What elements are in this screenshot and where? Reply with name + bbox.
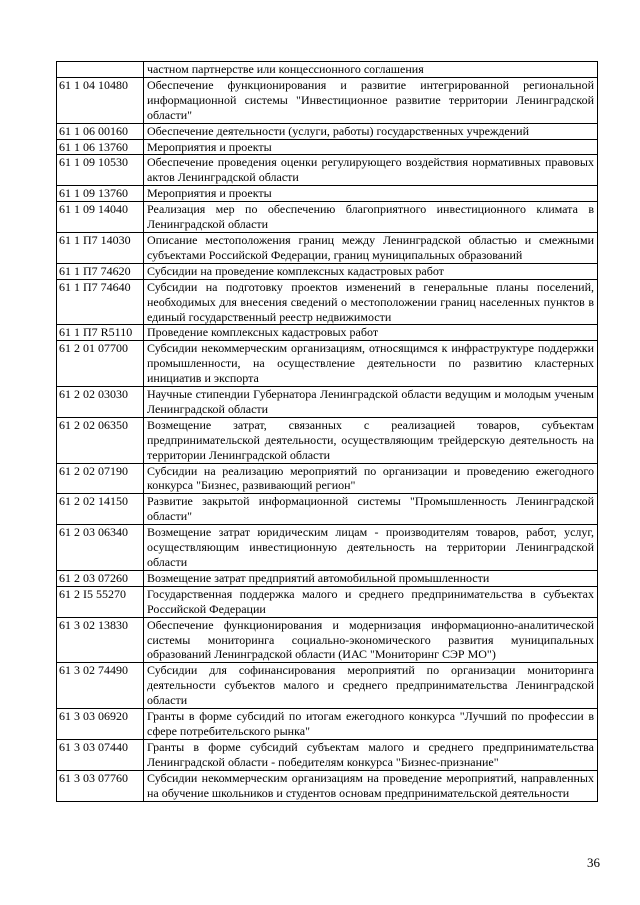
budget-code-cell: 61 2 02 06350 — [57, 417, 144, 463]
budget-code-cell: 61 2 02 07190 — [57, 463, 144, 494]
description-cell: Возмещение затрат, связанных с реализацией товаров, субъектам предпринимательской деятельности, осуществляющим трейдерскую деятельность на территории Ленинградской области — [144, 417, 598, 463]
description-cell: Обеспечение функционирования и модернизация информационно-аналитической системы мониторинга социально-экономического развития муниципальных образований Ленинградской области (ИАС "Мониторинг СЭР МО") — [144, 617, 598, 663]
table-row — [57, 279, 598, 325]
description-cell: частном партнерстве или концессионного соглашения — [144, 62, 598, 78]
budget-code-cell: 61 1 П7 74620 — [57, 263, 144, 279]
budget-code-cell: 61 2 03 06340 — [57, 525, 144, 571]
table-row — [57, 155, 598, 186]
description-cell: Обеспечение проведения оценки регулирующего воздействия нормативных правовых актов Ленинградской области — [144, 155, 598, 186]
budget-code-cell — [57, 62, 144, 78]
table-row — [57, 341, 598, 387]
budget-code-table — [56, 61, 598, 802]
budget-code-cell: 61 1 П7 74640 — [57, 279, 144, 325]
table-row — [57, 586, 598, 617]
table-row — [57, 202, 598, 233]
description-cell: Проведение комплексных кадастровых работ — [144, 325, 598, 341]
table-row — [57, 325, 598, 341]
description-cell: Субсидии для софинансирования мероприятий по организации мониторинга деятельности субъектов малого и среднего предпринимательства Ленинградской области — [144, 663, 598, 709]
table-row — [57, 77, 598, 123]
budget-code-cell: 61 3 02 74490 — [57, 663, 144, 709]
budget-code-cell: 61 2 01 07700 — [57, 341, 144, 387]
description-cell: Мероприятия и проекты — [144, 139, 598, 155]
budget-code-cell: 61 2 02 03030 — [57, 387, 144, 418]
budget-code-cell: 61 1 П7 R5110 — [57, 325, 144, 341]
table-row — [57, 494, 598, 525]
budget-code-cell: 61 2 03 07260 — [57, 570, 144, 586]
table-row — [57, 263, 598, 279]
description-cell: Субсидии на реализацию мероприятий по организации и проведению ежегодного конкурса "Бизнес, развивающий регион" — [144, 463, 598, 494]
budget-code-cell: 61 1 09 13760 — [57, 186, 144, 202]
table-row — [57, 232, 598, 263]
description-cell: Субсидии на проведение комплексных кадастровых работ — [144, 263, 598, 279]
description-cell: Гранты в форме субсидий по итогам ежегодного конкурса "Лучший по профессии в сфере потребительского рынка" — [144, 709, 598, 740]
description-cell: Возмещение затрат юридическим лицам - производителям товаров, работ, услуг, осуществляющим инвестиционную деятельность на территории Ленинградской области — [144, 525, 598, 571]
budget-code-cell: 61 1 09 10530 — [57, 155, 144, 186]
description-cell: Государственная поддержка малого и среднего предпринимательства в субъектах Российской Федерации — [144, 586, 598, 617]
table-row — [57, 123, 598, 139]
table-row — [57, 739, 598, 770]
description-cell: Научные стипендии Губернатора Ленинградской области ведущим и молодым ученым Ленинградской области — [144, 387, 598, 418]
budget-code-cell: 61 2 I5 55270 — [57, 586, 144, 617]
page-number: 36 — [587, 855, 600, 870]
budget-code-cell: 61 3 03 06920 — [57, 709, 144, 740]
description-cell: Обеспечение деятельности (услуги, работы) государственных учреждений — [144, 123, 598, 139]
table-row — [57, 62, 598, 78]
table-row — [57, 617, 598, 663]
table-row — [57, 139, 598, 155]
budget-code-cell: 61 1 09 14040 — [57, 202, 144, 233]
description-cell: Обеспечение функционирования и развитие интегрированной региональной информационной системы "Инвестиционное развитие территории Ленинградской области" — [144, 77, 598, 123]
description-cell: Описание местоположения границ между Ленинградской областью и смежными субъектами Российской Федерации, границ муниципальных образований — [144, 232, 598, 263]
budget-code-cell: 61 3 03 07760 — [57, 770, 144, 801]
description-cell: Субсидии некоммерческим организациям, относящимся к инфраструктуре поддержки промышленности, на осуществление деятельности по развитию кластерных инициатив и экспорта — [144, 341, 598, 387]
table-row — [57, 186, 598, 202]
description-cell: Мероприятия и проекты — [144, 186, 598, 202]
description-cell: Гранты в форме субсидий субъектам малого и среднего предпринимательства Ленинградской области - победителям конкурса "Бизнес-признание" — [144, 739, 598, 770]
description-cell: Реализация мер по обеспечению благоприятного инвестиционного климата в Ленинградской области — [144, 202, 598, 233]
budget-code-cell: 61 1 П7 14030 — [57, 232, 144, 263]
description-cell: Субсидии на подготовку проектов изменений в генеральные планы поселений, необходимых для внесения сведений о местоположении границ населенных пунктов в единый государственный реестр недвижимости — [144, 279, 598, 325]
table-row — [57, 525, 598, 571]
table-row — [57, 463, 598, 494]
table-row — [57, 570, 598, 586]
budget-code-cell: 61 3 03 07440 — [57, 739, 144, 770]
budget-code-cell: 61 2 02 14150 — [57, 494, 144, 525]
budget-code-cell: 61 3 02 13830 — [57, 617, 144, 663]
table-body — [57, 62, 598, 802]
table-row — [57, 709, 598, 740]
description-cell: Возмещение затрат предприятий автомобильной промышленности — [144, 570, 598, 586]
budget-code-cell: 61 1 04 10480 — [57, 77, 144, 123]
table-row — [57, 663, 598, 709]
description-cell: Развитие закрытой информационной системы "Промышленность Ленинградской области" — [144, 494, 598, 525]
description-cell: Субсидии некоммерческим организациям на проведение мероприятий, направленных на обучение школьников и студентов основам предпринимательской деятельности — [144, 770, 598, 801]
table-row — [57, 387, 598, 418]
table-row — [57, 770, 598, 801]
budget-code-cell: 61 1 06 00160 — [57, 123, 144, 139]
table-row — [57, 417, 598, 463]
budget-code-cell: 61 1 06 13760 — [57, 139, 144, 155]
